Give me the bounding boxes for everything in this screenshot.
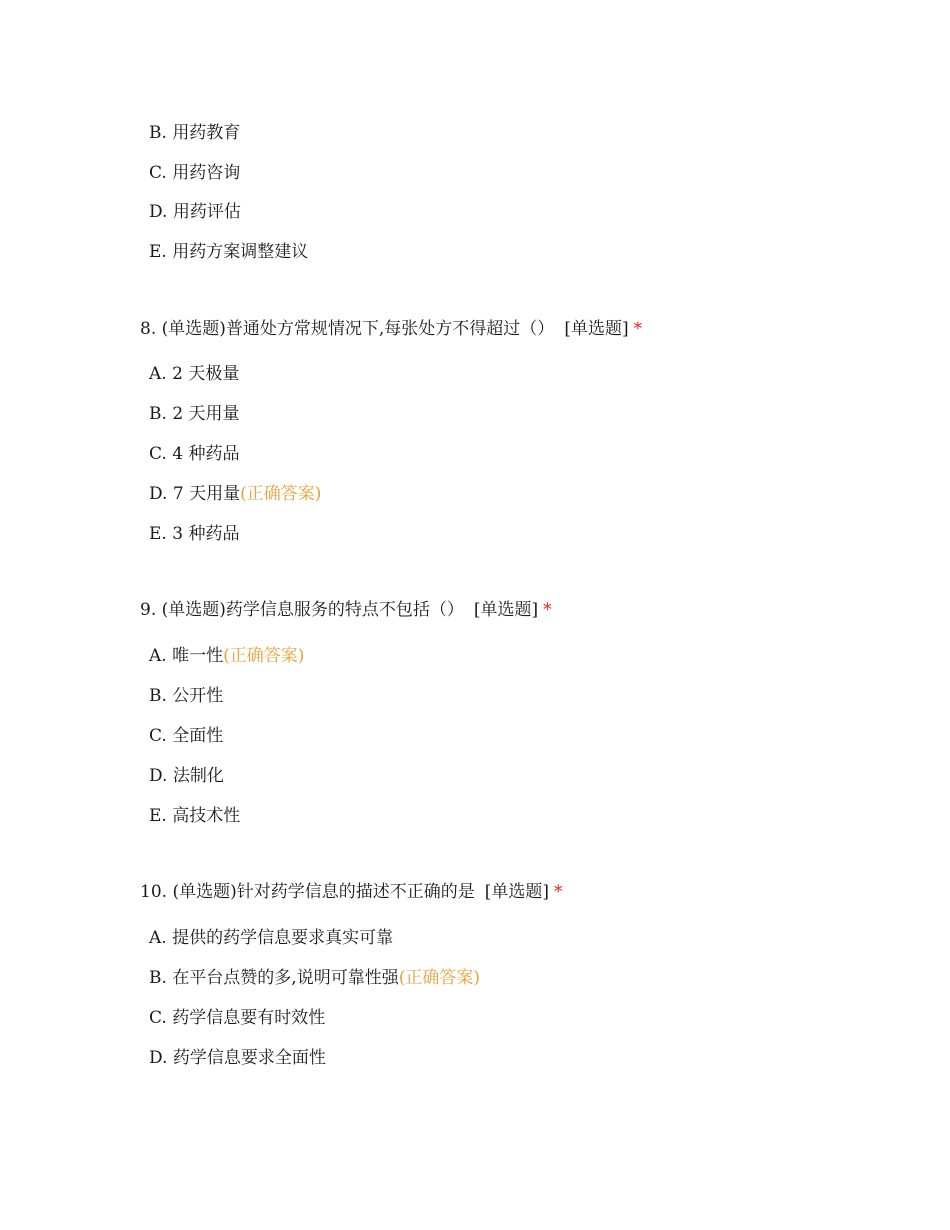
required-marker: *: [633, 319, 643, 339]
option-10-d: [149, 1047, 326, 1069]
option-letter: A.: [149, 364, 167, 384]
option-letter: D.: [149, 202, 168, 222]
option-text: 用药评估: [172, 202, 241, 222]
question-type-tag: [单选题]: [473, 600, 539, 620]
option-text: 法制化: [172, 766, 224, 786]
option-letter: D.: [149, 484, 168, 504]
option-text: 提供的药学信息要求真实可靠: [172, 928, 394, 948]
option-text: 药学信息要有时效性: [172, 1008, 326, 1028]
option-text: 7 天用量: [172, 484, 241, 504]
question-title: [140, 599, 552, 621]
option-letter: E.: [149, 242, 167, 262]
question-number: 10.: [140, 882, 168, 902]
option-text: 高技术性: [172, 806, 241, 826]
option-7-c: [149, 162, 240, 184]
option-8-b: [149, 403, 240, 425]
option-text: 用药方案调整建议: [172, 242, 309, 262]
question-type-tag: [单选题]: [564, 319, 629, 339]
option-letter: D.: [149, 766, 168, 786]
option-8-c: [149, 443, 239, 465]
option-letter: B.: [149, 686, 167, 706]
question-stem: (单选题)针对药学信息的描述不正确的是: [172, 882, 475, 902]
option-8-d: [149, 483, 321, 505]
option-text: 3 种药品: [172, 524, 240, 544]
option-8-a: [149, 363, 239, 385]
option-letter: C.: [149, 726, 167, 746]
option-8-e: [149, 523, 239, 545]
option-9-a: [149, 645, 304, 667]
option-letter: B.: [149, 968, 167, 988]
option-9-c: [149, 725, 223, 747]
option-letter: C.: [149, 163, 167, 183]
option-text: 唯一性: [172, 646, 224, 666]
option-text: 4 种药品: [172, 444, 240, 464]
option-text: 2 天用量: [172, 404, 240, 424]
option-9-e: [149, 805, 240, 827]
option-text: 公开性: [172, 686, 224, 706]
option-letter: C.: [149, 1008, 167, 1028]
option-10-c: [149, 1007, 325, 1029]
option-7-e: [149, 241, 308, 263]
option-9-b: [149, 685, 223, 707]
option-letter: B.: [149, 404, 167, 424]
option-text: 用药咨询: [172, 163, 241, 183]
option-9-d: [149, 765, 224, 787]
option-7-d: [149, 201, 241, 223]
option-7-b: [149, 122, 240, 144]
required-marker: *: [553, 882, 563, 902]
question-stem: (单选题)普通处方常规情况下,每张处方不得超过（）: [161, 319, 555, 339]
option-letter: E.: [149, 524, 167, 544]
question-number: 9.: [140, 600, 157, 620]
correct-answer-label: (正确答案): [240, 484, 322, 504]
option-text: 用药教育: [172, 123, 241, 143]
option-10-b: [149, 967, 480, 989]
correct-answer-label: (正确答案): [398, 968, 480, 988]
option-letter: A.: [149, 928, 167, 948]
question-title: [140, 881, 562, 903]
option-letter: D.: [149, 1048, 168, 1068]
option-text: 在平台点赞的多,说明可靠性强: [172, 968, 399, 988]
question-type-tag: [单选题]: [484, 882, 549, 902]
question-stem: (单选题)药学信息服务的特点不包括（）: [161, 600, 464, 620]
option-text: 全面性: [172, 726, 224, 746]
question-title: [140, 318, 642, 340]
option-10-a: [149, 927, 393, 949]
option-text: 2 天极量: [172, 364, 240, 384]
option-letter: A.: [149, 646, 167, 666]
required-marker: *: [543, 600, 552, 620]
option-letter: E.: [149, 806, 167, 826]
option-letter: B.: [149, 123, 167, 143]
option-letter: C.: [149, 444, 167, 464]
option-text: 药学信息要求全面性: [172, 1048, 326, 1068]
question-number: 8.: [140, 319, 157, 339]
correct-answer-label: (正确答案): [223, 646, 305, 666]
